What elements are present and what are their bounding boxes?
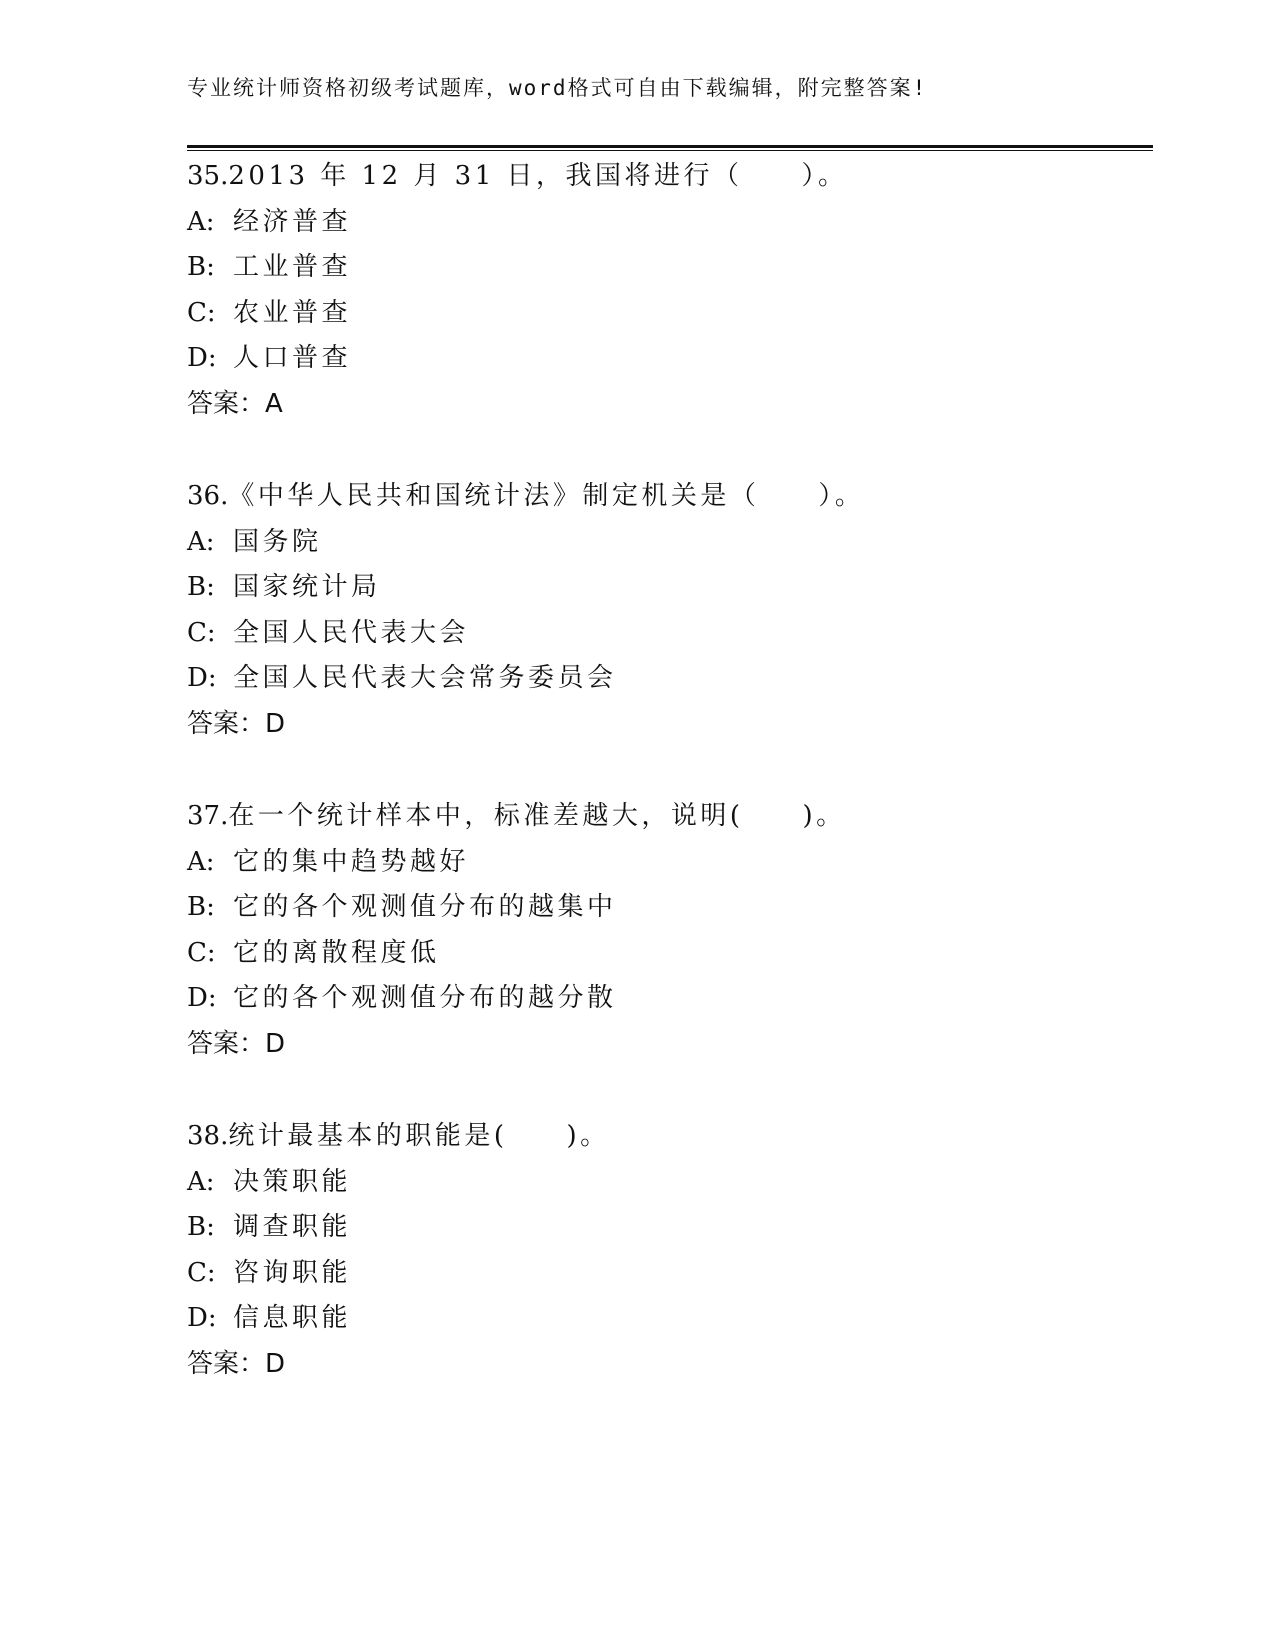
option-letter: C: bbox=[187, 1257, 216, 1288]
option-letter: D: bbox=[187, 983, 217, 1013]
question-36 bbox=[187, 474, 1147, 747]
option-text: 全国人民代表大会常务委员会 bbox=[233, 663, 617, 693]
option-text: 咨询职能 bbox=[233, 1257, 352, 1288]
option-letter: B: bbox=[187, 1212, 215, 1242]
option-text: 它的各个观测值分布的越分散 bbox=[233, 983, 617, 1013]
question-number: 35. bbox=[187, 161, 229, 191]
option-letter: A: bbox=[187, 846, 215, 877]
option-text: 信息职能 bbox=[233, 1303, 352, 1333]
option-text: 人口普查 bbox=[233, 343, 352, 373]
option-d bbox=[187, 976, 1147, 1022]
question-stem bbox=[187, 794, 1147, 840]
option-letter: C: bbox=[187, 937, 216, 968]
header-rule-thick bbox=[187, 145, 1153, 148]
option-letter: B: bbox=[187, 252, 215, 282]
question-text: 2013 年 12 月 31 日，我国将进行（ ）。 bbox=[228, 161, 848, 191]
option-text: 它的集中趋势越好 bbox=[233, 846, 470, 877]
question-text: 统计最基本的职能是( )。 bbox=[228, 1121, 610, 1151]
option-b bbox=[187, 565, 1147, 611]
answer: 答案：D bbox=[187, 708, 286, 739]
option-c bbox=[187, 1251, 1147, 1297]
option-c bbox=[187, 611, 1147, 657]
option-letter: B: bbox=[187, 572, 215, 602]
option-text: 工业普查 bbox=[233, 252, 352, 282]
question-text: 在一个统计样本中，标准差越大，说明( )。 bbox=[228, 801, 846, 831]
answer: 答案：D bbox=[187, 1028, 286, 1059]
question-text: 《中华人民共和国统计法》制定机关是（ ）。 bbox=[228, 481, 865, 511]
question-number: 37. bbox=[187, 801, 229, 831]
option-a bbox=[187, 520, 1147, 566]
option-letter: A: bbox=[187, 526, 215, 557]
question-number: 38. bbox=[187, 1121, 229, 1151]
option-text: 全国人民代表大会 bbox=[233, 617, 470, 648]
option-text: 国家统计局 bbox=[233, 572, 381, 602]
option-text: 国务院 bbox=[233, 526, 322, 557]
answer: 答案：A bbox=[187, 388, 283, 419]
option-d bbox=[187, 1296, 1147, 1342]
question-stem bbox=[187, 1114, 1147, 1160]
option-text: 决策职能 bbox=[233, 1166, 352, 1197]
option-letter: A: bbox=[187, 206, 215, 237]
question-35 bbox=[187, 154, 1147, 427]
option-text: 它的离散程度低 bbox=[233, 937, 440, 968]
option-letter: B: bbox=[187, 892, 215, 922]
option-b bbox=[187, 885, 1147, 931]
answer: 答案：D bbox=[187, 1348, 286, 1379]
option-b bbox=[187, 1205, 1147, 1251]
question-stem bbox=[187, 154, 1147, 200]
option-letter: D: bbox=[187, 343, 217, 373]
option-letter: D: bbox=[187, 1303, 217, 1333]
question-37 bbox=[187, 794, 1147, 1067]
question-38 bbox=[187, 1114, 1147, 1387]
question-stem bbox=[187, 474, 1147, 520]
option-a bbox=[187, 1160, 1147, 1206]
option-letter: C: bbox=[187, 617, 216, 648]
option-d bbox=[187, 336, 1147, 382]
option-text: 农业普查 bbox=[233, 297, 352, 328]
option-a bbox=[187, 840, 1147, 886]
header-rule-thin bbox=[187, 150, 1153, 151]
option-b bbox=[187, 245, 1147, 291]
page-header: 专业统计师资格初级考试题库，word格式可自由下载编辑，附完整答案! bbox=[187, 76, 928, 100]
option-text: 经济普查 bbox=[233, 206, 352, 237]
question-number: 36. bbox=[187, 481, 229, 511]
option-c bbox=[187, 291, 1147, 337]
option-a bbox=[187, 200, 1147, 246]
option-text: 它的各个观测值分布的越集中 bbox=[233, 892, 617, 922]
option-letter: C: bbox=[187, 297, 216, 328]
option-letter: A: bbox=[187, 1166, 215, 1197]
option-text: 调查职能 bbox=[233, 1212, 352, 1242]
option-d bbox=[187, 656, 1147, 702]
option-c bbox=[187, 931, 1147, 977]
option-letter: D: bbox=[187, 663, 217, 693]
